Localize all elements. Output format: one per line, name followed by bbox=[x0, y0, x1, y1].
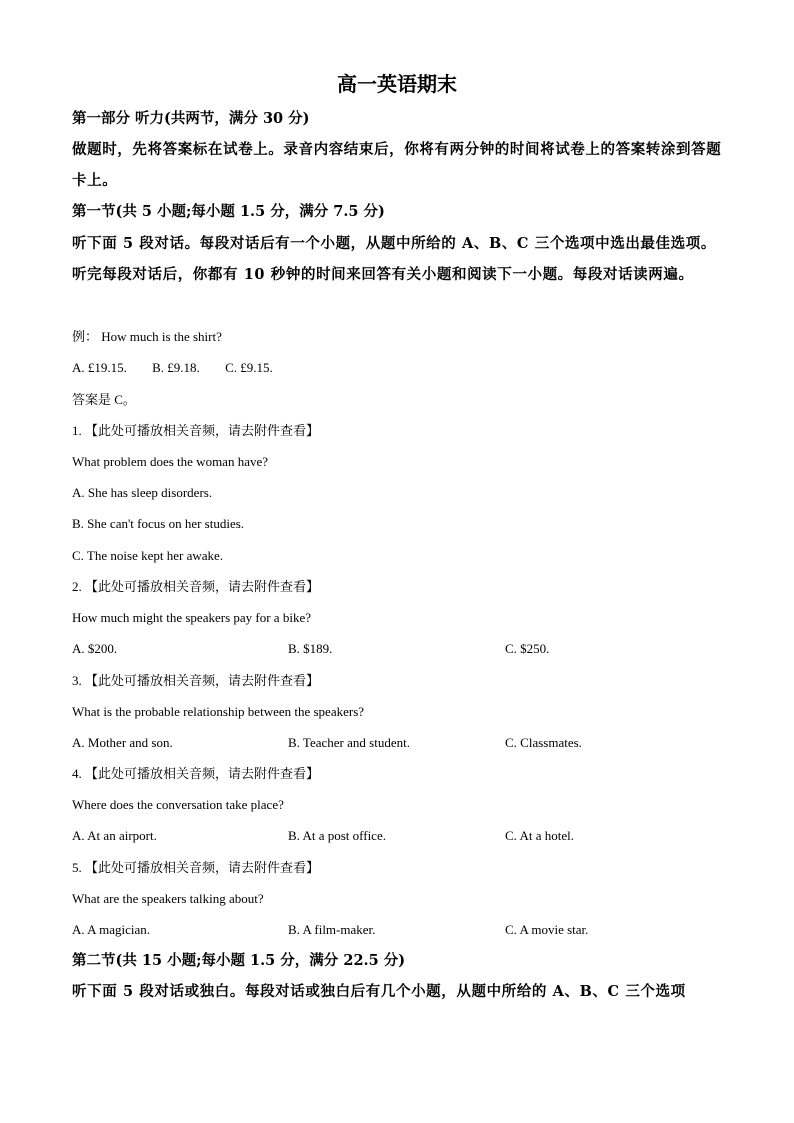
question-2-option-b: B. $189. bbox=[288, 641, 333, 656]
question-4-option-b: B. At a post office. bbox=[288, 828, 386, 843]
section1-instructions: 听下面 5 段对话。每段对话后有一个小题，从题中所给的 A、B、C 三个选项中选出最佳选项。听完每段对话后，你都有 10 秒钟的时间来回答有关小题和阅读下一小题。每段对话读两遍。 bbox=[72, 235, 716, 283]
example-answer: 答案是 C。 bbox=[72, 392, 136, 407]
question-1-option-b: B. She can't focus on her studies. bbox=[72, 516, 245, 531]
question-2-option-a: A. $200. bbox=[72, 641, 118, 656]
section2-heading: 第二节(共 15 小题;每小题 1.5 分，满分 22.5 分) bbox=[72, 952, 406, 969]
part1-heading: 第一部分 听力(共两节，满分 30 分) bbox=[72, 110, 310, 127]
question-1-option-c: C. The noise kept her awake. bbox=[72, 548, 224, 563]
question-5-option-c: C. A movie star. bbox=[505, 922, 589, 937]
question-3-option-a: A. Mother and son. bbox=[72, 735, 173, 750]
question-1-option-a: A. She has sleep disorders. bbox=[72, 485, 213, 500]
question-4-option-a: A. At an airport. bbox=[72, 828, 157, 843]
question-1-text: What problem does the woman have? bbox=[72, 454, 269, 469]
question-3-text: What is the probable relationship between the speakers? bbox=[72, 704, 365, 719]
question-2-option-c: C. $250. bbox=[505, 641, 550, 656]
question-3-option-b: B. Teacher and student. bbox=[288, 735, 410, 750]
section2-instructions: 听下面 5 段对话或独白。每段对话或独白后有几个小题，从题中所给的 A、B、C 三个选项 bbox=[72, 983, 686, 1000]
section1-heading: 第一节(共 5 小题;每小题 1.5 分，满分 7.5 分) bbox=[72, 203, 385, 220]
example-options bbox=[72, 359, 295, 377]
question-3-number: 3. 【此处可播放相关音频，请去附件查看】 bbox=[72, 673, 320, 688]
question-5-option-b: B. A film-maker. bbox=[288, 922, 376, 937]
example-option-b: B. £9.18. bbox=[152, 360, 200, 375]
question-2-text: How much might the speakers pay for a bike? bbox=[72, 610, 311, 625]
page-title: 高一英语期末 bbox=[337, 72, 457, 96]
question-4-text: Where does the conversation take place? bbox=[72, 797, 284, 812]
question-2-number: 2. 【此处可播放相关音频，请去附件查看】 bbox=[72, 579, 320, 594]
example-option-c: C. £9.15. bbox=[225, 360, 273, 375]
example-option-a: A. £19.15. bbox=[72, 360, 127, 375]
question-5-text: What are the speakers talking about? bbox=[72, 891, 264, 906]
question-3-option-c: C. Classmates. bbox=[505, 735, 582, 750]
question-4-option-c: C. At a hotel. bbox=[505, 828, 574, 843]
question-5-option-a: A. A magician. bbox=[72, 922, 150, 937]
question-4-number: 4. 【此处可播放相关音频，请去附件查看】 bbox=[72, 766, 320, 781]
example-question: 例： How much is the shirt? bbox=[72, 329, 222, 344]
question-1-number: 1. 【此处可播放相关音频，请去附件查看】 bbox=[72, 423, 320, 438]
question-5-number: 5. 【此处可播放相关音频，请去附件查看】 bbox=[72, 860, 320, 875]
instructions: 做题时，先将答案标在试卷上。录音内容结束后，你将有两分钟的时间将试卷上的答案转涂到答题卡上。 bbox=[72, 141, 722, 189]
